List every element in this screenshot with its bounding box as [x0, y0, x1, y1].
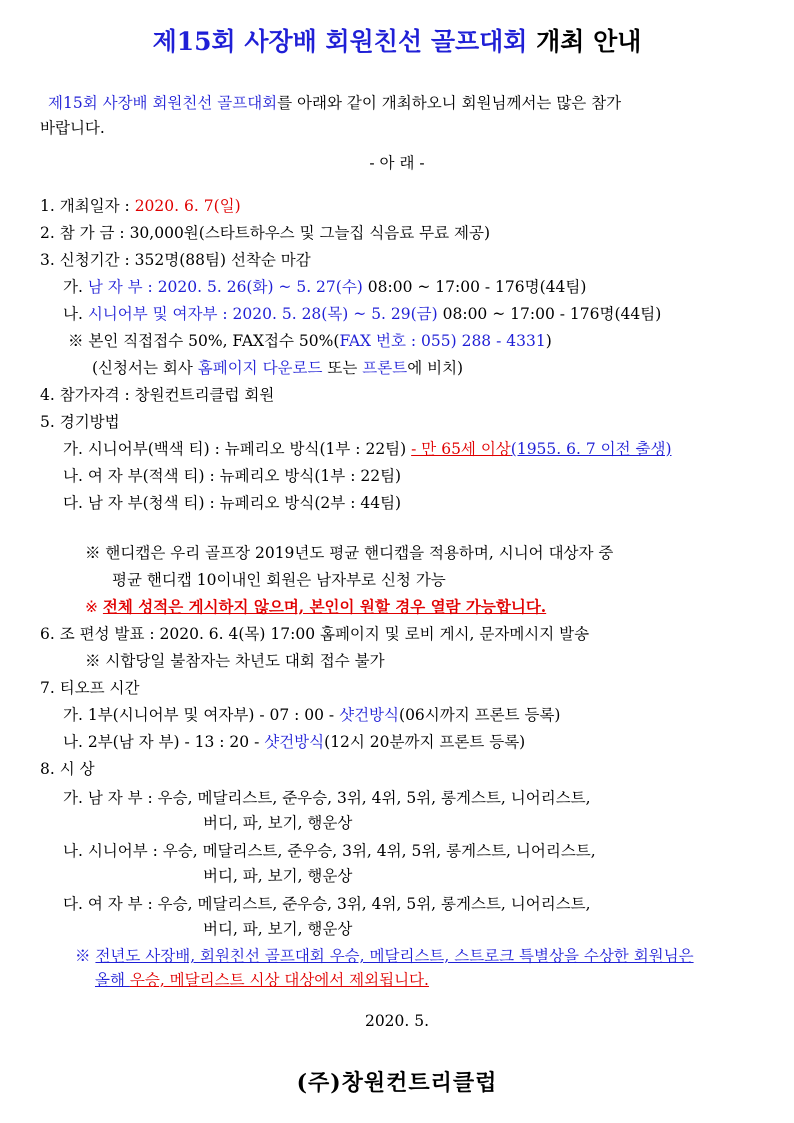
item-3-note	[68, 330, 552, 352]
item-3a-rest: 08:00 ~ 17:00 - 176명(44팀)	[362, 278, 587, 296]
award-note-2	[95, 969, 429, 991]
item-8a-line-1: 가. 남 자 부 : 우승, 메달리스트, 준우승, 3위, 4위, 5위, 롱게스트, 니어리스트,	[63, 789, 591, 807]
award-note-1	[75, 945, 694, 967]
item-5c: 다. 남 자 부(청색 티) : 뉴페리오 방식(2부 : 44팀)	[63, 494, 402, 512]
note2-a: (신청서는 회사	[92, 359, 198, 377]
item-3b	[63, 303, 661, 325]
item-6-note: ※ 시합당일 불참자는 차년도 대회 접수 불가	[85, 652, 385, 670]
event-date: 2020. 6. 7(일)	[134, 197, 241, 215]
item-8b-line-1: 나. 시니어부 : 우승, 메달리스트, 준우승, 3위, 4위, 5위, 롱게스트, 니어리스트,	[63, 842, 596, 860]
item-1-label: 1. 개최일자 :	[40, 197, 135, 215]
issue-date: 2020. 5.	[364, 1012, 430, 1030]
results-note-mark: ※	[85, 598, 103, 616]
homepage-download: 홈페이지 다운로드	[197, 359, 323, 377]
item-6: 6. 조 편성 발표 : 2020. 6. 4(목) 17:00 홈페이지 및 로비 게시, 문자메시지 발송	[40, 625, 590, 643]
item-7b-pre: 나. 2부(남 자 부) - 13 : 20 -	[63, 733, 265, 751]
item-7a-pre: 가. 1부(시니어부 및 여자부) - 07 : 00 -	[63, 706, 340, 724]
item-8b-line-2: 버디, 파, 보기, 행운상	[203, 867, 353, 885]
item-5: 5. 경기방법	[40, 413, 120, 431]
item-3: 3. 신청기간 : 352명(88팀) 선착순 마감	[40, 251, 311, 269]
item-2: 2. 참 가 금 : 30,000원(스타트하우스 및 그늘집 식음료 무료 제공)	[40, 224, 491, 242]
item-4: 4. 참가자격 : 창원컨트리클럽 회원	[40, 386, 275, 404]
handicap-note-2: 평균 핸디캡 10이내인 회원은 남자부로 신청 가능	[112, 571, 446, 589]
item-3b-rest: 08:00 ~ 17:00 - 176명(44팀)	[437, 305, 662, 323]
item-8c-line-2: 버디, 파, 보기, 행운상	[203, 920, 353, 938]
title-suffix: 개최 안내	[527, 27, 642, 56]
item-3a	[63, 276, 586, 298]
note2-b: 또는	[322, 359, 363, 377]
item-7a-post: (06시까지 프론트 등록)	[399, 706, 561, 724]
item-7b	[63, 731, 525, 753]
fax-number: FAX 번호 : 055) 288 - 4331	[339, 332, 546, 350]
item-3b-prefix: 나.	[63, 305, 88, 323]
birth-date-requirement: (1955. 6. 7 이전 출생)	[510, 440, 672, 458]
item-8a-line-2: 버디, 파, 보기, 행운상	[203, 814, 353, 832]
award-note-mark: ※	[75, 947, 96, 965]
intro-event: 제15회 사장배 회원친선 골프대회	[48, 94, 278, 112]
intro-line-2: 바랍니다.	[40, 119, 105, 137]
shotgun-2: 샷건방식	[264, 733, 325, 751]
intro-rest: 를 아래와 같이 개최하오니 회원님께서는 많은 참가	[277, 94, 622, 112]
item-7b-post: (12시 20분까지 프론트 등록)	[324, 733, 526, 751]
page-title	[0, 22, 794, 58]
item-7a	[63, 704, 560, 726]
arae-heading: - 아 래 -	[369, 154, 425, 172]
shotgun-1: 샷건방식	[339, 706, 400, 724]
item-7: 7. 티오프 시간	[40, 679, 140, 697]
item-8: 8. 시 상	[40, 760, 95, 778]
title-event: 제15회 사장배 회원친선 골프대회	[152, 27, 528, 56]
item-3a-dates: 2020. 5. 26(화) ~ 5. 27(수)	[157, 278, 363, 296]
item-3b-label: 시니어부 및 여자부 :	[87, 305, 233, 323]
handicap-note-1: ※ 핸디캡은 우리 골프장 2019년도 평균 핸디캡을 적용하며, 시니어 대상자 중	[85, 544, 614, 562]
item-5a	[63, 438, 672, 460]
item-1	[40, 195, 241, 217]
company-name: (주)창원컨트리클럽	[296, 1070, 498, 1096]
item-5b: 나. 여 자 부(적색 티) : 뉴페리오 방식(1부 : 22팀)	[63, 467, 402, 485]
award-note-text-2a: 올해	[95, 971, 130, 989]
results-note-text: 전체 성적은 게시하지 않으며, 본인이 원할 경우 열람 가능합니다.	[102, 597, 547, 616]
item-3-note-a: ※ 본인 직접접수 50%, FAX접수 50%(	[68, 332, 340, 350]
age-requirement: - 만 65세 이상	[411, 440, 511, 458]
award-note-text-2b: 우승, 메달리스트 시상 대상에서 제외됩니다.	[129, 971, 429, 989]
item-3-note-2	[92, 357, 463, 379]
award-note-text-1: 전년도 사장배, 회원친선 골프대회 우승, 메달리스트, 스트로크 특별상을 수상한 회원님은	[95, 947, 694, 965]
note2-c: 에 비치)	[407, 359, 464, 377]
item-3-note-b: )	[545, 332, 552, 350]
item-8c-line-1: 다. 여 자 부 : 우승, 메달리스트, 준우승, 3위, 4위, 5위, 롱게스트, 니어리스트,	[63, 895, 591, 913]
item-3a-prefix: 가.	[63, 278, 88, 296]
item-3b-dates: 2020. 5. 28(목) ~ 5. 29(금)	[232, 305, 438, 323]
item-3a-label: 남 자 부 :	[87, 278, 158, 296]
item-5a-text: 가. 시니어부(백색 티) : 뉴페리오 방식(1부 : 22팀)	[63, 440, 412, 458]
results-note	[85, 596, 546, 618]
front-desk: 프론트	[362, 359, 408, 377]
intro-line-1	[48, 92, 621, 114]
